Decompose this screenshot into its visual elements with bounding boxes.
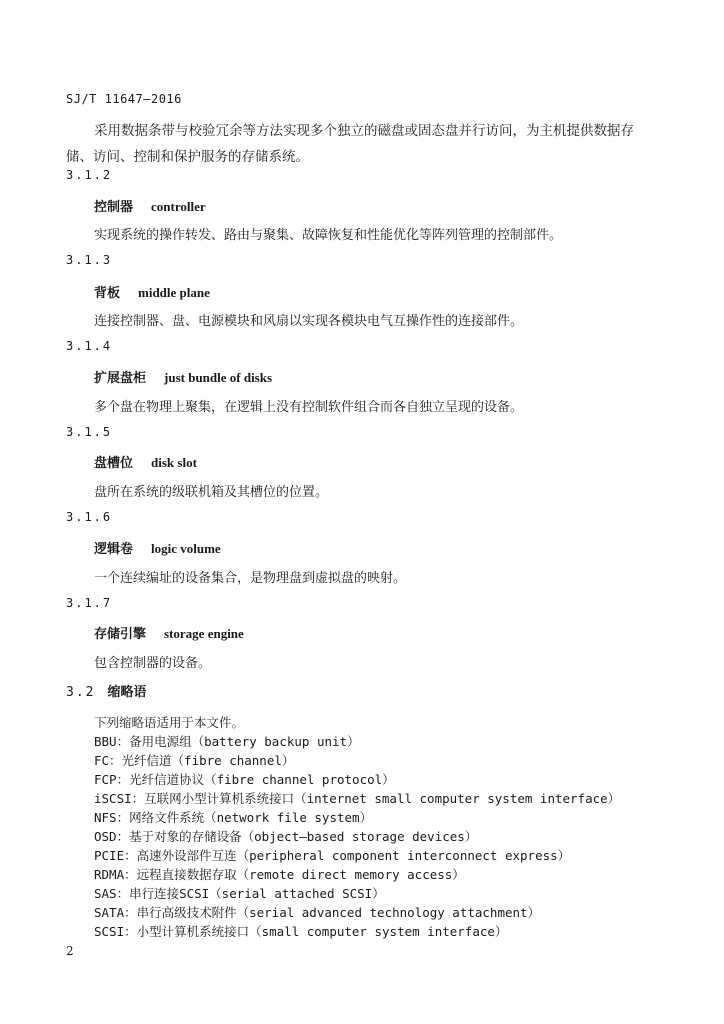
term-en: just bundle of disks — [164, 370, 273, 385]
term-number: 3.1.6 — [66, 510, 113, 524]
abbreviation-item: FC：光纤信道（fibre channel） — [94, 753, 295, 768]
abbreviation-item: OSD：基于对象的存储设备（object—based storage devices） — [94, 829, 478, 844]
term-number: 3.1.3 — [66, 253, 113, 267]
abbreviation-item: SATA：串行高级技术附件（serial advanced technology attachment） — [94, 905, 541, 920]
term-heading — [94, 452, 197, 471]
term-number: 3.1.5 — [66, 425, 113, 439]
term-definition: 实现系统的操作转发、路由与聚集、故障恢复和性能优化等阵列管理的控制部件。 — [94, 228, 563, 243]
abbreviation-item: FCP：光纤信道协议（fibre channel protocol） — [94, 772, 395, 787]
section-title: 缩略语 — [107, 685, 147, 700]
term-cn: 盘槽位 — [94, 456, 134, 471]
term-en: logic volume — [151, 541, 221, 556]
term-en: controller — [151, 199, 206, 214]
term-number: 3.1.4 — [66, 339, 113, 353]
term-cn: 存储引擎 — [94, 627, 147, 642]
section-heading — [66, 681, 147, 700]
abbreviation-item: RDMA：远程直接数据存取（remote direct memory access） — [94, 867, 465, 882]
term-en: middle plane — [138, 285, 210, 300]
term-definition: 连接控制器、盘、电源模块和风扇以实现各模块电气互操作性的连接部件。 — [94, 314, 524, 329]
page-number: 2 — [66, 944, 74, 958]
term-heading — [94, 367, 272, 386]
abbreviation-list — [94, 713, 620, 941]
term-cn: 逻辑卷 — [94, 542, 134, 557]
abbreviation-item: SCSI：小型计算机系统接口（small computer system interface） — [94, 924, 508, 939]
term-definition: 盘所在系统的级联机箱及其槽位的位置。 — [94, 485, 329, 500]
term-number: 3.1.7 — [66, 596, 113, 610]
term-en: storage engine — [164, 626, 244, 641]
term-cn: 控制器 — [94, 200, 134, 215]
term-heading — [94, 538, 221, 557]
section-number: 3.2 — [66, 685, 96, 700]
intro-paragraph: 采用数据条带与校验冗余等方法实现多个独立的磁盘或固态盘并行访问，为主机提供数据存储、访问、控制和保护服务的存储系统。 — [66, 123, 634, 165]
abbreviation-item: PCIE：高速外设部件互连（peripheral component interconnect express） — [94, 848, 571, 863]
term-cn: 扩展盘柜 — [94, 371, 147, 386]
term-cn: 背板 — [94, 286, 121, 301]
term-number: 3.1.2 — [66, 168, 113, 182]
abbreviation-item: NFS：网络文件系统（network file system） — [94, 810, 373, 825]
term-definition: 多个盘在物理上聚集，在逻辑上没有控制软件组合而各自独立呈现的设备。 — [94, 400, 524, 415]
abbreviation-intro: 下列缩略语适用于本文件。 — [94, 715, 245, 730]
term-heading — [94, 623, 244, 642]
term-definition: 一个连续编址的设备集合，是物理盘到虚拟盘的映射。 — [94, 571, 407, 586]
term-definition: 包含控制器的设备。 — [94, 656, 212, 671]
standard-code-header: SJ/T 11647—2016 — [66, 92, 182, 106]
term-heading — [94, 282, 210, 301]
abbreviation-item: BBU：备用电源组（battery backup unit） — [94, 734, 360, 749]
term-heading — [94, 196, 206, 215]
abbreviation-item: iSCSI：互联网小型计算机系统接口（internet small computer system interface） — [94, 791, 621, 806]
abbreviation-item: SAS：串行连接SCSI（serial attached SCSI） — [94, 886, 385, 901]
term-en: disk slot — [151, 455, 197, 470]
